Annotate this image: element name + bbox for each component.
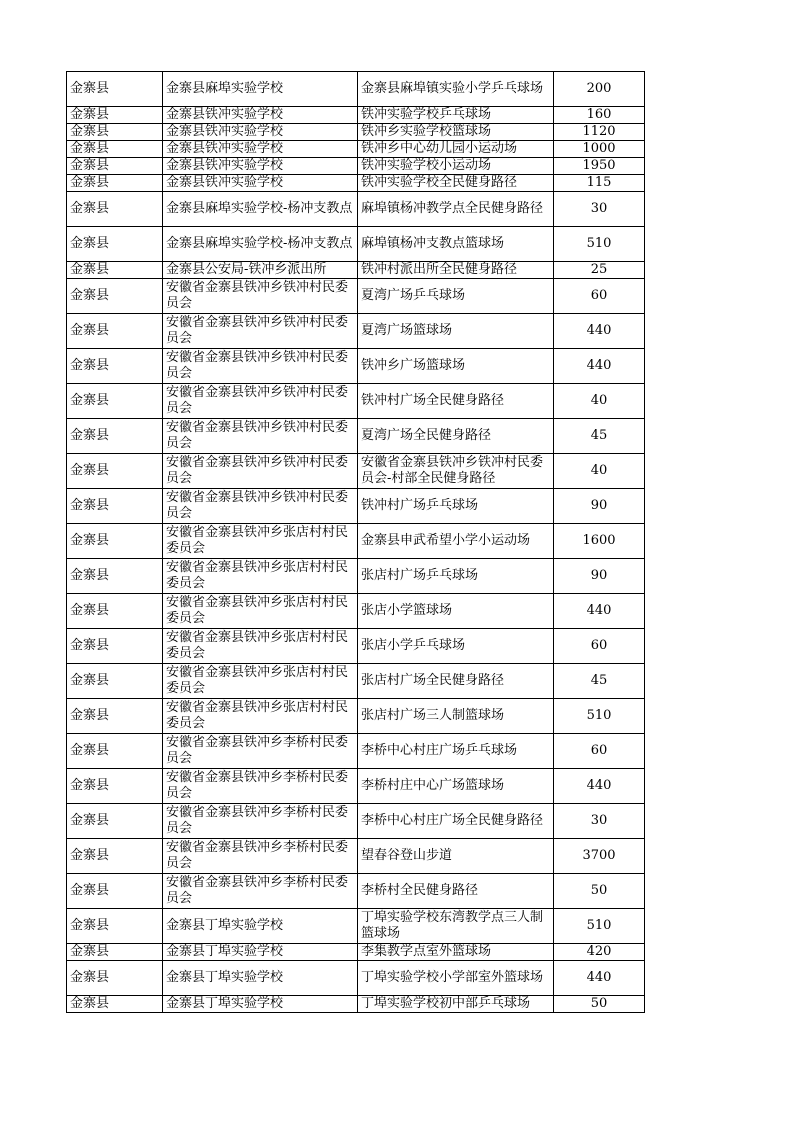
unit-cell: 安徽省金寨县铁冲乡李桥村民委员会 (163, 839, 358, 874)
facility-cell: 麻埠镇杨冲教学点全民健身路径 (358, 192, 554, 227)
area-cell: 3700 (554, 839, 645, 874)
table-row (67, 524, 645, 559)
county-cell: 金寨县 (67, 874, 163, 909)
table-row (67, 629, 645, 664)
area-cell: 45 (554, 419, 645, 454)
facility-cell: 夏湾广场篮球场 (358, 314, 554, 349)
table-row (67, 227, 645, 262)
table-row (67, 192, 645, 227)
facility-cell: 李桥村庄中心广场篮球场 (358, 769, 554, 804)
unit-cell: 安徽省金寨县铁冲乡张店村村民委员会 (163, 594, 358, 629)
area-cell: 40 (554, 384, 645, 419)
area-cell: 50 (554, 996, 645, 1013)
county-cell: 金寨县 (67, 944, 163, 961)
county-cell: 金寨县 (67, 192, 163, 227)
county-cell: 金寨县 (67, 629, 163, 664)
unit-cell: 安徽省金寨县铁冲乡铁冲村民委员会 (163, 419, 358, 454)
facility-cell: 夏湾广场乒乓球场 (358, 279, 554, 314)
facility-cell: 张店村广场全民健身路径 (358, 664, 554, 699)
area-cell: 40 (554, 454, 645, 489)
facility-cell: 铁冲实验学校小运动场 (358, 158, 554, 175)
unit-cell: 金寨县公安局-铁冲乡派出所 (163, 262, 358, 279)
facility-cell: 麻埠镇杨冲支教点篮球场 (358, 227, 554, 262)
facility-cell: 丁埠实验学校小学部室外篮球场 (358, 961, 554, 996)
area-cell: 30 (554, 804, 645, 839)
area-cell: 50 (554, 874, 645, 909)
county-cell: 金寨县 (67, 769, 163, 804)
table-row (67, 279, 645, 314)
area-cell: 440 (554, 349, 645, 384)
county-cell: 金寨县 (67, 839, 163, 874)
facility-cell: 李桥中心村庄广场全民健身路径 (358, 804, 554, 839)
area-cell: 510 (554, 909, 645, 944)
facility-cell: 铁冲村派出所全民健身路径 (358, 262, 554, 279)
area-cell: 90 (554, 559, 645, 594)
county-cell: 金寨县 (67, 107, 163, 124)
unit-cell: 安徽省金寨县铁冲乡铁冲村民委员会 (163, 314, 358, 349)
facility-cell: 丁埠实验学校初中部乒乓球场 (358, 996, 554, 1013)
unit-cell: 安徽省金寨县铁冲乡铁冲村民委员会 (163, 349, 358, 384)
area-cell: 45 (554, 664, 645, 699)
table-row (67, 769, 645, 804)
unit-cell: 安徽省金寨县铁冲乡李桥村民委员会 (163, 874, 358, 909)
table-row (67, 72, 645, 107)
county-cell: 金寨县 (67, 279, 163, 314)
county-cell: 金寨县 (67, 158, 163, 175)
area-cell: 160 (554, 107, 645, 124)
unit-cell: 安徽省金寨县铁冲乡铁冲村民委员会 (163, 384, 358, 419)
table-body (67, 72, 645, 1013)
area-cell: 90 (554, 489, 645, 524)
unit-cell: 金寨县丁埠实验学校 (163, 909, 358, 944)
unit-cell: 金寨县麻埠实验学校 (163, 72, 358, 107)
county-cell: 金寨县 (67, 594, 163, 629)
unit-cell: 金寨县铁冲实验学校 (163, 141, 358, 158)
unit-cell: 金寨县麻埠实验学校-杨冲支教点 (163, 192, 358, 227)
area-cell: 1120 (554, 124, 645, 141)
unit-cell: 金寨县丁埠实验学校 (163, 961, 358, 996)
table-row (67, 454, 645, 489)
table-row (67, 664, 645, 699)
table-row (67, 839, 645, 874)
facility-cell: 金寨县申武希望小学小运动场 (358, 524, 554, 559)
unit-cell: 安徽省金寨县铁冲乡铁冲村民委员会 (163, 279, 358, 314)
unit-cell: 金寨县铁冲实验学校 (163, 158, 358, 175)
area-cell: 1600 (554, 524, 645, 559)
table-row (67, 124, 645, 141)
unit-cell: 安徽省金寨县铁冲乡李桥村民委员会 (163, 804, 358, 839)
unit-cell: 安徽省金寨县铁冲乡张店村村民委员会 (163, 699, 358, 734)
table-row (67, 909, 645, 944)
table-row (67, 262, 645, 279)
facility-cell: 铁冲乡实验学校篮球场 (358, 124, 554, 141)
area-cell: 200 (554, 72, 645, 107)
area-cell: 440 (554, 594, 645, 629)
facility-cell: 张店小学乒乓球场 (358, 629, 554, 664)
table-row (67, 594, 645, 629)
facility-cell: 铁冲实验学校乒乓球场 (358, 107, 554, 124)
table-row (67, 734, 645, 769)
county-cell: 金寨县 (67, 559, 163, 594)
county-cell: 金寨县 (67, 175, 163, 192)
table-row (67, 489, 645, 524)
unit-cell: 安徽省金寨县铁冲乡张店村村民委员会 (163, 524, 358, 559)
facility-cell: 李集教学点室外篮球场 (358, 944, 554, 961)
county-cell: 金寨县 (67, 909, 163, 944)
facility-cell: 铁冲乡广场篮球场 (358, 349, 554, 384)
area-cell: 1000 (554, 141, 645, 158)
area-cell: 440 (554, 314, 645, 349)
area-cell: 510 (554, 227, 645, 262)
table-row (67, 699, 645, 734)
table-row (67, 419, 645, 454)
facility-cell: 张店小学篮球场 (358, 594, 554, 629)
unit-cell: 安徽省金寨县铁冲乡铁冲村民委员会 (163, 489, 358, 524)
table-row (67, 804, 645, 839)
area-cell: 25 (554, 262, 645, 279)
unit-cell: 金寨县丁埠实验学校 (163, 944, 358, 961)
facility-cell: 张店村广场三人制篮球场 (358, 699, 554, 734)
table-row (67, 314, 645, 349)
county-cell: 金寨县 (67, 227, 163, 262)
facility-cell: 李桥中心村庄广场乒乓球场 (358, 734, 554, 769)
facility-cell: 铁冲实验学校全民健身路径 (358, 175, 554, 192)
unit-cell: 安徽省金寨县铁冲乡张店村村民委员会 (163, 629, 358, 664)
county-cell: 金寨县 (67, 72, 163, 107)
facility-cell: 望春谷登山步道 (358, 839, 554, 874)
unit-cell: 金寨县铁冲实验学校 (163, 175, 358, 192)
county-cell: 金寨县 (67, 804, 163, 839)
area-cell: 440 (554, 961, 645, 996)
table-row (67, 158, 645, 175)
unit-cell: 安徽省金寨县铁冲乡张店村村民委员会 (163, 664, 358, 699)
area-cell: 60 (554, 629, 645, 664)
county-cell: 金寨县 (67, 141, 163, 158)
table-row (67, 349, 645, 384)
county-cell: 金寨县 (67, 384, 163, 419)
county-cell: 金寨县 (67, 454, 163, 489)
facility-cell: 铁冲村广场乒乓球场 (358, 489, 554, 524)
county-cell: 金寨县 (67, 996, 163, 1013)
table-row (67, 175, 645, 192)
facility-cell: 张店村广场乒乓球场 (358, 559, 554, 594)
table-row (67, 559, 645, 594)
table-row (67, 107, 645, 124)
facility-cell: 金寨县麻埠镇实验小学乒乓球场 (358, 72, 554, 107)
county-cell: 金寨县 (67, 349, 163, 384)
facility-table (66, 71, 645, 1013)
area-cell: 440 (554, 769, 645, 804)
county-cell: 金寨县 (67, 419, 163, 454)
county-cell: 金寨县 (67, 524, 163, 559)
unit-cell: 金寨县麻埠实验学校-杨冲支教点 (163, 227, 358, 262)
facility-cell: 夏湾广场全民健身路径 (358, 419, 554, 454)
unit-cell: 安徽省金寨县铁冲乡李桥村民委员会 (163, 734, 358, 769)
county-cell: 金寨县 (67, 699, 163, 734)
facility-cell: 铁冲乡中心幼儿园小运动场 (358, 141, 554, 158)
area-cell: 1950 (554, 158, 645, 175)
area-cell: 115 (554, 175, 645, 192)
area-cell: 420 (554, 944, 645, 961)
facility-cell: 铁冲村广场全民健身路径 (358, 384, 554, 419)
table-row (67, 944, 645, 961)
county-cell: 金寨县 (67, 314, 163, 349)
county-cell: 金寨县 (67, 734, 163, 769)
area-cell: 60 (554, 279, 645, 314)
unit-cell: 安徽省金寨县铁冲乡李桥村民委员会 (163, 769, 358, 804)
county-cell: 金寨县 (67, 489, 163, 524)
facility-cell: 丁埠实验学校东湾教学点三人制篮球场 (358, 909, 554, 944)
table-row (67, 961, 645, 996)
area-cell: 60 (554, 734, 645, 769)
area-cell: 30 (554, 192, 645, 227)
county-cell: 金寨县 (67, 664, 163, 699)
facility-cell: 李桥村全民健身路径 (358, 874, 554, 909)
table-row (67, 384, 645, 419)
county-cell: 金寨县 (67, 961, 163, 996)
unit-cell: 金寨县丁埠实验学校 (163, 996, 358, 1013)
unit-cell: 金寨县铁冲实验学校 (163, 107, 358, 124)
county-cell: 金寨县 (67, 262, 163, 279)
table-row (67, 996, 645, 1013)
area-cell: 510 (554, 699, 645, 734)
unit-cell: 金寨县铁冲实验学校 (163, 124, 358, 141)
county-cell: 金寨县 (67, 124, 163, 141)
unit-cell: 安徽省金寨县铁冲乡铁冲村民委员会 (163, 454, 358, 489)
table-row (67, 874, 645, 909)
table-row (67, 141, 645, 158)
unit-cell: 安徽省金寨县铁冲乡张店村村民委员会 (163, 559, 358, 594)
facility-cell: 安徽省金寨县铁冲乡铁冲村民委员会-村部全民健身路径 (358, 454, 554, 489)
